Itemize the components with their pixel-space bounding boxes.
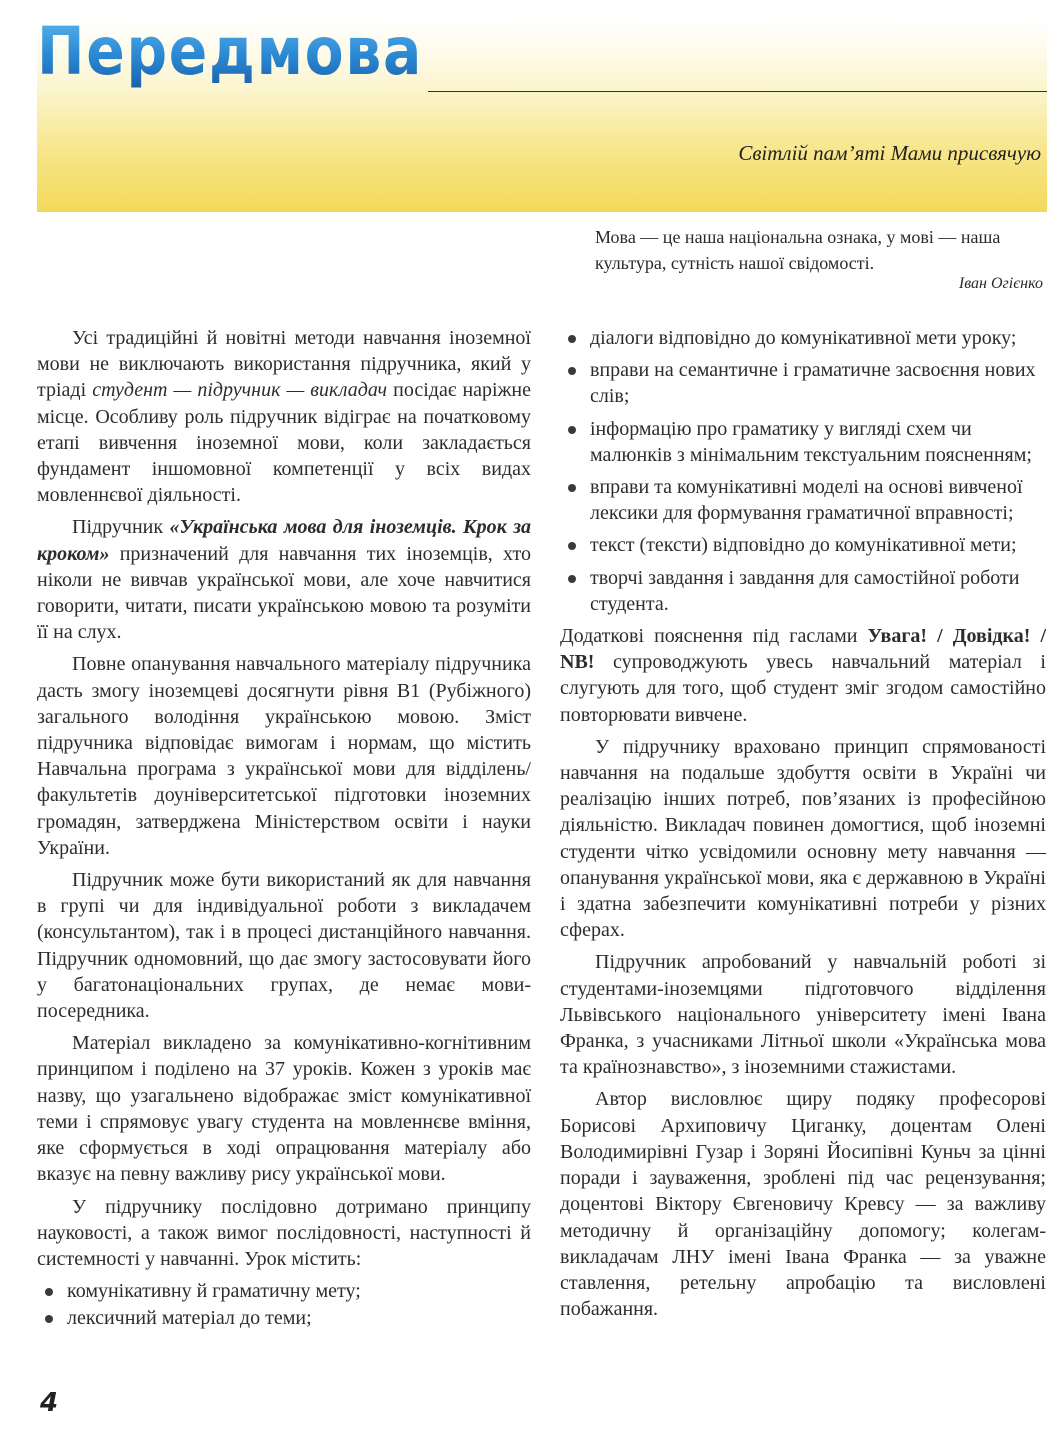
paragraph: Повне опанування навчального матеріалу підручника дасть змогу іноземцеві досягнути рівня В1 (Рубіжного) загального володіння українською мовою. Зміст підручника відповідає вимогам і нормам, що містить Навчальна програма з української мови для відділень/факультетів доуніверситетської підготовки іноземних громадян, затверджена Міністерством освіти і науки України. — [37, 653, 531, 859]
list-item: текст (тексти) відповідно до комунікативної мети; — [560, 532, 1046, 558]
title-divider — [428, 91, 1047, 92]
paragraph-text: Усі традиційні й новітні методи навчання іноземної мови не виключають використання підручника, який у тріаді — [37, 327, 531, 402]
paragraph: У підручнику послідовно дотримано принципу науковості, а також вимог послідовності, наступності й системності у навчанні. Урок містить: — [37, 1195, 531, 1270]
paragraph — [37, 514, 531, 645]
list-item: комунікативну й граматичну мету; — [37, 1278, 531, 1304]
lesson-contents-list — [37, 1278, 531, 1331]
page-title: Передмова — [37, 13, 424, 90]
list-item: лексичний матеріал до теми; — [37, 1305, 531, 1331]
paragraph-emphasis: студент — підручник — викладач — [92, 379, 388, 402]
lesson-contents-list-continued — [560, 325, 1046, 617]
paragraph-text: посідає наріжне місце. Особливу роль підручник відіграє на початковому етапі вивчення іноземної мови, коли закладається фундамент іншомовної компетенції у всіх видах мовленнєвої діяльності. — [37, 379, 532, 507]
paragraph-text: супроводжують увесь навчальний матеріал і слугують для того, щоб студент зміг згодом самостійно повторювати вивчене. — [560, 651, 1046, 726]
paragraph — [37, 325, 531, 508]
paragraph-text: Додаткові пояснення під гаслами — [560, 625, 868, 648]
paragraph: Матеріал викладено за комунікативно-когнітивним принципом і поділено на 37 уроків. Кожен з уроків має назву, що узагальнено відображає зміст комунікативної теми і спрямовує увагу студента на мовленнєве вміння, яке сформується в ході опрацювання матеріалу або вказує на певну важливу рису української мови. — [37, 1032, 531, 1186]
list-item: інформацію про граматику у вигляді схем чи малюнків з мінімальним текстуальним поясненням; — [560, 416, 1046, 468]
paragraph: Автор висловлює щиру подяку професорові Борисові Архиповичу Циганку, доцентам Олені Володимирівні Гузар і Зоряні Йосипівні Куньч за цінні поради і зауваження, зроблені під час рецензування; доцентові Віктору Євгеновичу Кревсу — за важливу методичну й організаційну допомогу; колегам-викладачам ЛНУ імені Івана Франка — за уважне ставлення, ретельну апробацію та висловлені побажання. — [560, 1088, 1046, 1321]
right-column — [560, 325, 1046, 1328]
epigraph-quote: Мова — це наша національна ознака, у мові — наша культура, сутність нашої свідомості. — [595, 227, 1001, 273]
page-number: 4 — [40, 1388, 59, 1418]
epigraph-author: Іван Огієнко — [958, 275, 1043, 292]
dedication: Світлій пам’яті Мами присвячую — [738, 141, 1041, 165]
list-item: вправи на семантичне і граматичне засвоєння нових слів; — [560, 357, 1046, 409]
paragraph-text: Підручник — [72, 516, 170, 539]
paragraph — [560, 623, 1046, 728]
book-title: «Українська мова для іноземців. Крок за кроком» — [37, 516, 532, 565]
paragraph: Підручник апробований у навчальній роботі зі студентами-іноземцями підготовчого відділення Львівського національного університету імені Івана Франка, з учасниками Літньої школи «Українська мова та країнознавство», з іноземними стажистами. — [560, 951, 1046, 1079]
paragraph: У підручнику враховано принцип спрямованості навчання на подальше здобуття освіти в Україні чи реалізацію інших потреб, пов’язаних із професійною діяльністю. Викладач повинен домогтися, щоб іноземні студенти чітко усвідомили основну мету навчання — опанування української мови, яка є державною в Україні і здатна забезпечити комунікативні потреби у різних сферах. — [560, 735, 1046, 942]
list-item: вправи та комунікативні моделі на основі вивченої лексики для формування граматичної вправності; — [560, 474, 1046, 526]
list-item: діалоги відповідно до комунікативної мети уроку; — [560, 325, 1046, 351]
left-column — [37, 325, 531, 1333]
paragraph: Підручник може бути використаний як для навчання в групі чи для індивідуальної роботи з викладачем (консультантом), так і в процесі дистанційного навчання. Підручник одномовний, що дає змогу застосовувати його у багатонаціональних групах, де немає мови-посередника. — [37, 869, 531, 1023]
paragraph-text: призначений для навчання тих іноземців, хто ніколи не вивчав української мови, але хоче навчитися говорити, читати, писати українською мовою та розуміти її на слух. — [37, 542, 531, 644]
note-labels: Увага! / Довідка! / NB! — [560, 625, 1046, 674]
list-item: творчі завдання і завдання для самостійної роботи студента. — [560, 565, 1046, 617]
